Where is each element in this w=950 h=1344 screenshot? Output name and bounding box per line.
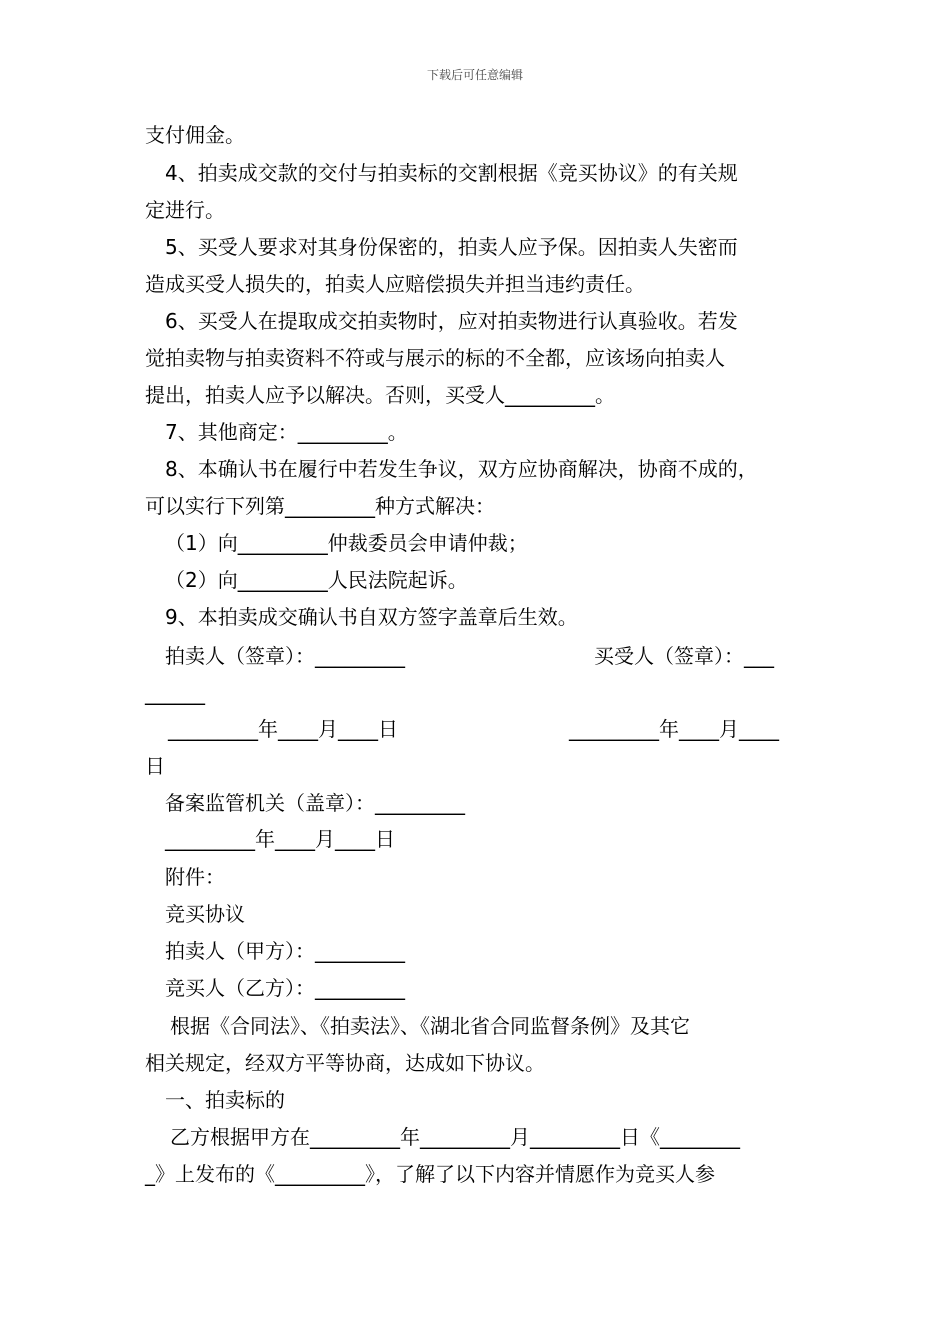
text-line: _》上发布的《_________》，了解了以下内容并情愿作为竞买人参 xyxy=(145,1162,715,1186)
text-line: （1）向_________仲裁委员会申请仲裁； xyxy=(165,531,528,555)
text-line: 提出，拍卖人应予以解决。否则，买受人_________。 xyxy=(145,383,615,407)
buyer-date: _________年____月____ xyxy=(569,717,779,741)
party-b: 竞买人（乙方）：_________ xyxy=(165,976,405,1000)
text-line: （2）向_________人民法院起诉。 xyxy=(165,568,468,592)
text-line: 7、其他商定：_________。 xyxy=(165,420,408,444)
text-line: 一、拍卖标的 xyxy=(165,1088,285,1112)
text-line: 定进行。 xyxy=(145,198,225,222)
text-line: 支付佣金。 xyxy=(145,123,245,147)
auctioneer-signature: 拍卖人（签章）：_________ xyxy=(165,644,405,668)
text-line: 乙方根据甲方在_________年_________月_________日《________ xyxy=(170,1125,740,1149)
attachment-label: 附件： xyxy=(165,865,225,889)
registry-seal: 备案监管机关（盖章）：_________ xyxy=(165,791,465,815)
text-line: 9、本拍卖成交确认书自双方签字盖章后生效。 xyxy=(165,605,578,629)
text-line: ______ xyxy=(145,681,205,705)
text-line: 6、买受人在提取成交拍卖物时，应对拍卖物进行认真验收。若发 xyxy=(165,309,738,333)
text-line: 相关规定，经双方平等协商，达成如下协议。 xyxy=(145,1051,545,1075)
text-line: 4、拍卖成交款的交付与拍卖标的交割根据《竞买协议》的有关规 xyxy=(165,161,738,185)
section-title: 竞买协议 xyxy=(165,902,245,926)
buyer-signature: 买受人（签章）：___ xyxy=(594,644,774,668)
registry-date: _________年____月____日 xyxy=(165,827,395,851)
page-header: 下载后可任意编辑 xyxy=(426,68,523,82)
text-line: 8、本确认书在履行中若发生争议，双方应协商解决，协商不成的， xyxy=(165,457,758,481)
text-line: 造成买受人损失的，拍卖人应赔偿损失并担当违约责任。 xyxy=(145,272,645,296)
text-line: 5、买受人要求对其身份保密的，拍卖人应予保。因拍卖人失密而 xyxy=(165,235,738,259)
text-line: 日 xyxy=(145,754,165,778)
auctioneer-date: _________年____月____日 xyxy=(168,717,398,741)
text-line: 觉拍卖物与拍卖资料不符或与展示的标的不全都，应该场向拍卖人 xyxy=(145,346,725,370)
party-a: 拍卖人（甲方）：_________ xyxy=(165,939,405,963)
text-line: 可以实行下列第_________种方式解决： xyxy=(145,494,495,518)
text-line: 根据《合同法》、《拍卖法》、《湖北省合同监督条例》及其它 xyxy=(170,1014,690,1038)
